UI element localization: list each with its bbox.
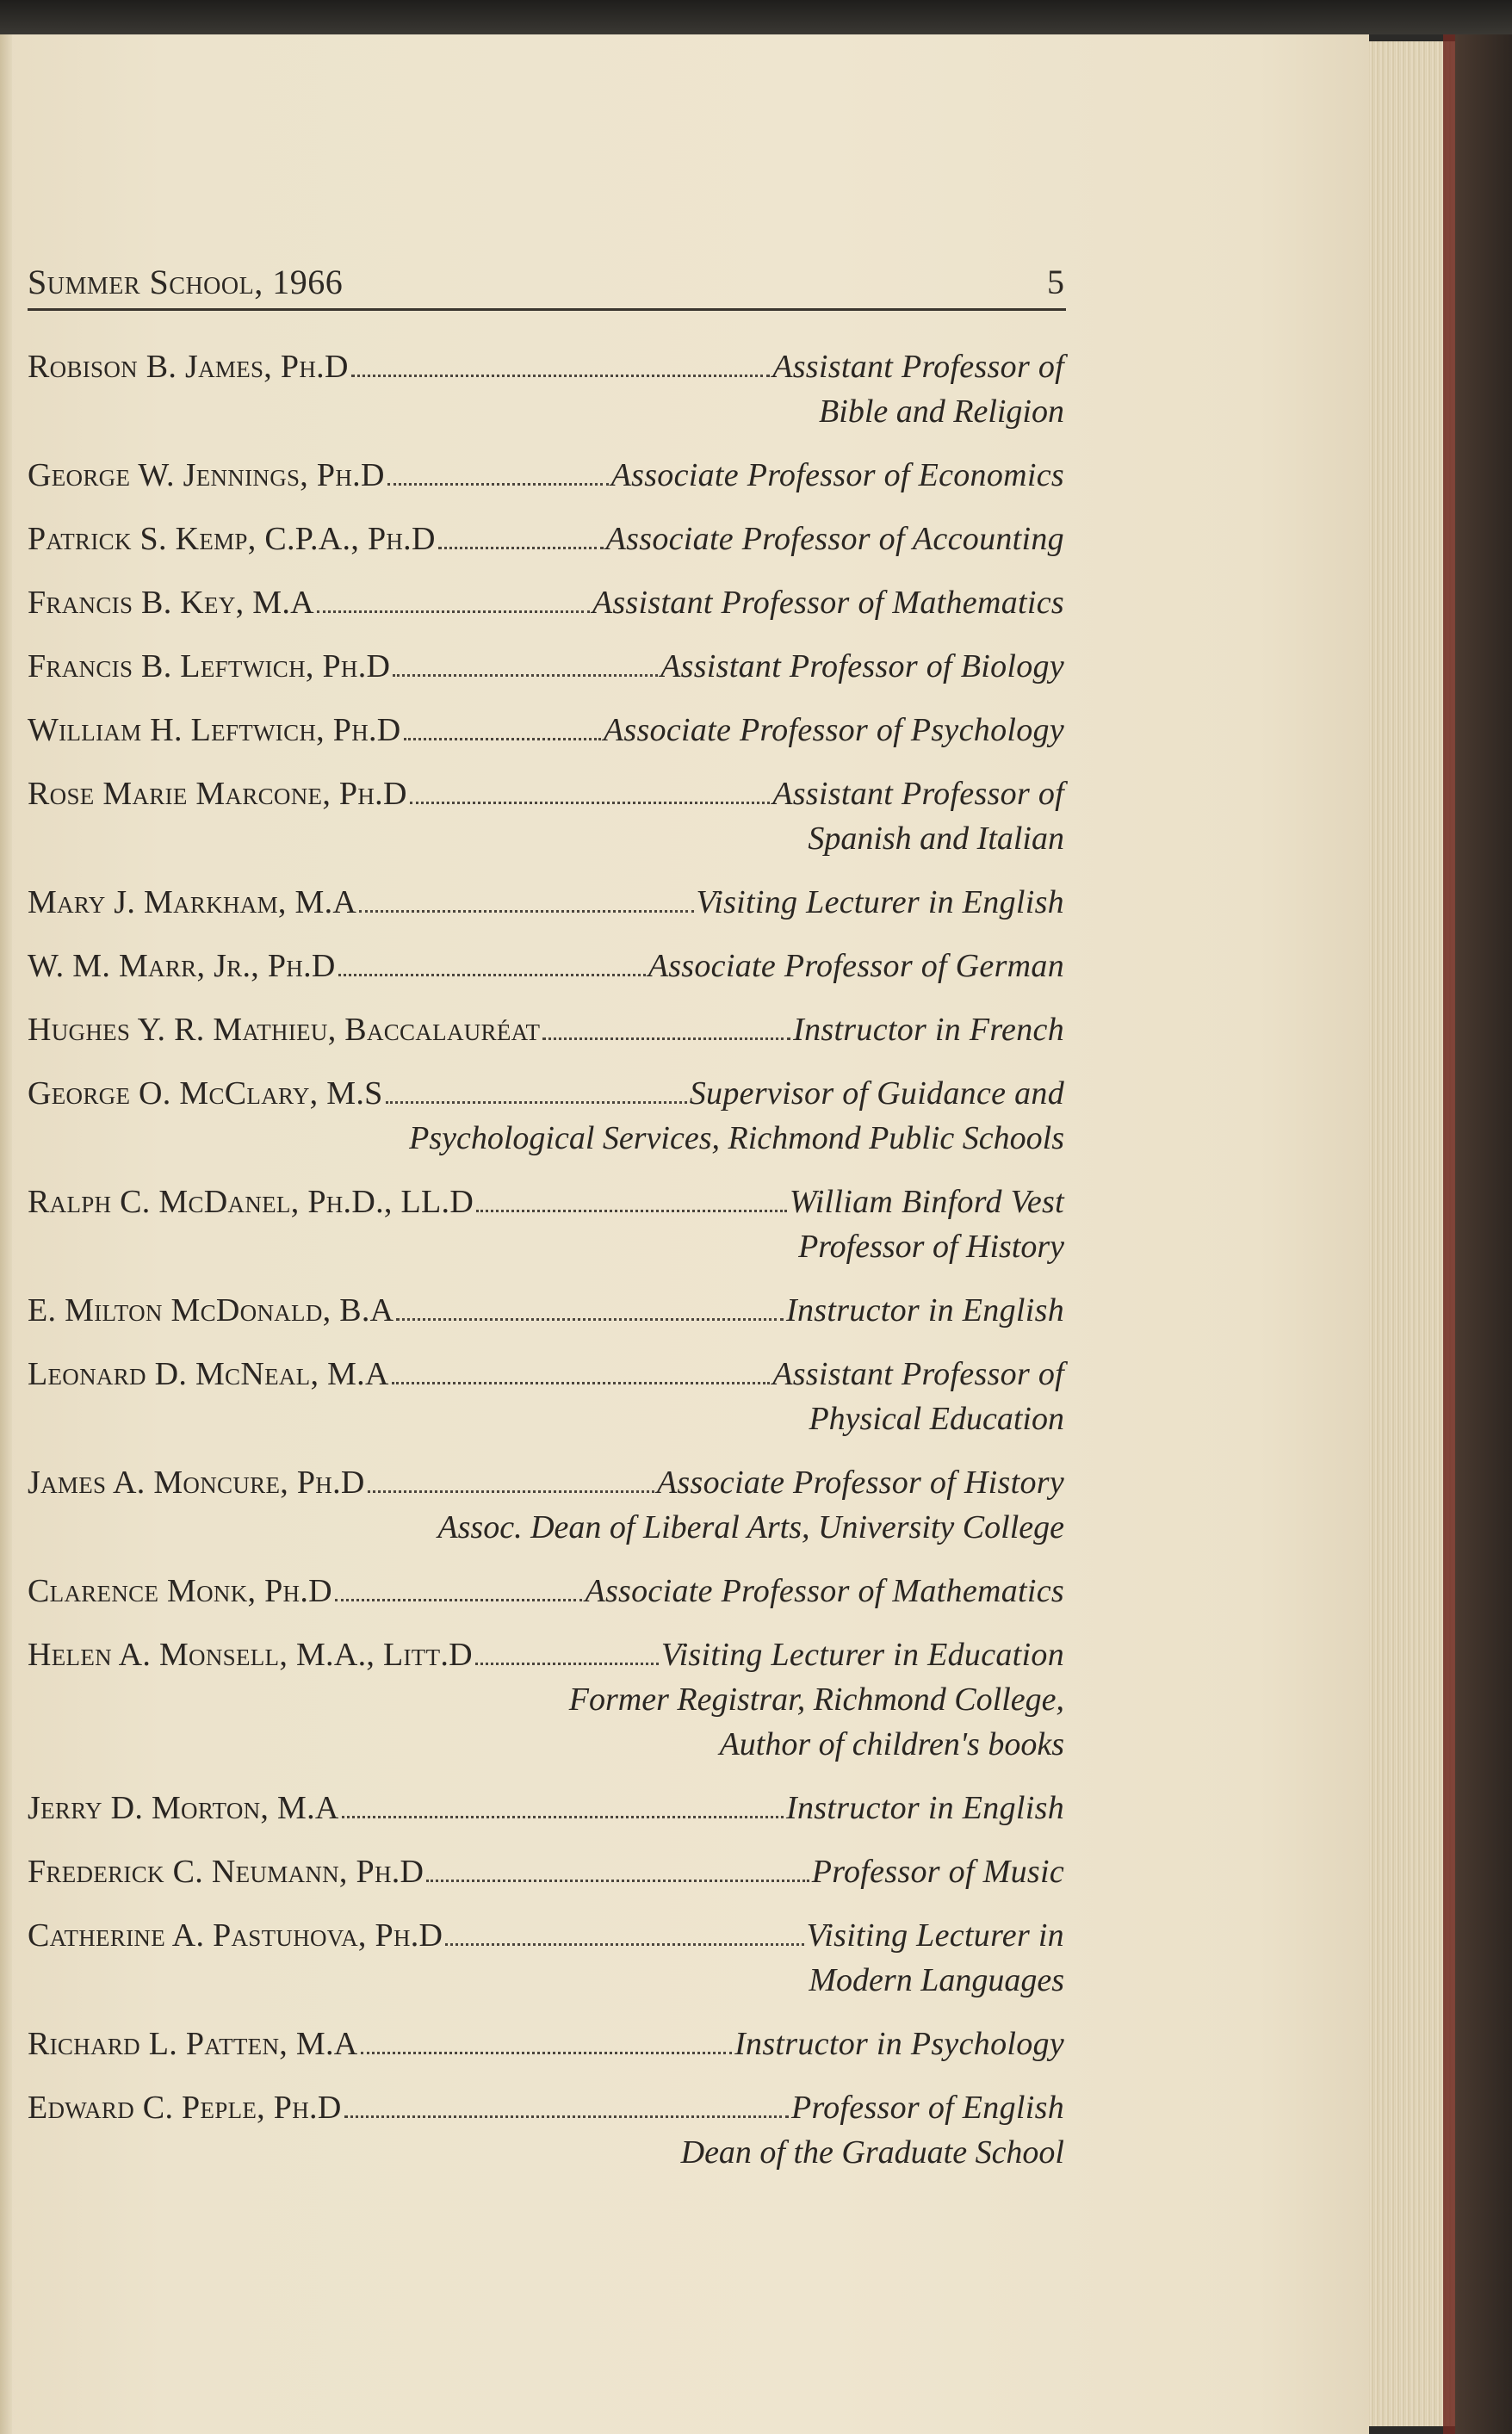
faculty-title: Professor of English xyxy=(790,2090,1064,2126)
faculty-title: Instructor in Psychology xyxy=(734,2026,1064,2062)
faculty-title: Assistant Professor of xyxy=(772,1356,1064,1392)
faculty-name: Clarence Monk, Ph.D xyxy=(28,1573,332,1609)
faculty-entry xyxy=(28,1849,1064,1894)
faculty-entry xyxy=(28,453,1064,498)
entry-line xyxy=(28,1569,1064,1613)
faculty-title: Assistant Professor of Mathematics xyxy=(592,585,1064,621)
faculty-name: William H. Leftwich, Ph.D xyxy=(28,712,401,748)
entry-line xyxy=(28,1786,1064,1830)
faculty-entry xyxy=(28,771,1064,861)
faculty-entry xyxy=(28,1007,1064,1052)
faculty-name: James A. Moncure, Ph.D xyxy=(28,1465,365,1501)
faculty-name: Hughes Y. R. Mathieu, Baccalauréat xyxy=(28,1012,541,1048)
dot-leader xyxy=(542,1037,790,1040)
dot-leader xyxy=(393,674,658,677)
dot-leader xyxy=(387,483,609,486)
faculty-name: Richard L. Patten, M.A xyxy=(28,2026,358,2062)
dot-leader xyxy=(317,610,590,613)
dot-leader xyxy=(359,910,693,913)
entry-line xyxy=(28,2022,1064,2066)
dot-leader xyxy=(392,1382,770,1384)
entry-line xyxy=(28,344,1064,389)
faculty-entry xyxy=(28,580,1064,625)
faculty-title: Associate Professor of History xyxy=(656,1465,1064,1501)
faculty-title: Visiting Lecturer in xyxy=(806,1917,1064,1954)
dot-leader xyxy=(351,375,771,377)
running-head-title: Summer School, 1966 xyxy=(28,263,344,301)
faculty-title: Assistant Professor of xyxy=(772,349,1064,385)
faculty-title: Instructor in English xyxy=(786,1292,1064,1328)
faculty-name: Jerry D. Morton, M.A xyxy=(28,1790,339,1826)
dot-leader xyxy=(344,2115,789,2118)
faculty-name: Francis B. Key, M.A xyxy=(28,585,314,621)
entry-line xyxy=(28,1632,1064,1677)
dot-leader xyxy=(396,1318,784,1321)
faculty-title: Professor of Music xyxy=(811,1854,1064,1890)
title-continuation: Professor of History xyxy=(798,1229,1064,1265)
faculty-entry xyxy=(28,517,1064,561)
faculty-title: Associate Professor of Psychology xyxy=(603,712,1064,748)
faculty-title: Assistant Professor of Biology xyxy=(660,648,1064,684)
entry-line xyxy=(28,1460,1064,1505)
dot-leader xyxy=(404,738,601,740)
faculty-name: Mary J. Markham, M.A xyxy=(28,884,357,920)
entry-line xyxy=(28,580,1064,625)
faculty-name: George W. Jennings, Ph.D xyxy=(28,457,385,493)
entry-line xyxy=(28,771,1064,816)
faculty-name: W. M. Marr, Jr., Ph.D xyxy=(28,948,336,984)
dot-leader xyxy=(368,1490,654,1493)
faculty-entry xyxy=(28,1288,1064,1333)
faculty-title: Associate Professor of German xyxy=(648,948,1064,984)
faculty-title: Associate Professor of Accounting xyxy=(605,521,1064,557)
dot-leader xyxy=(342,1816,784,1818)
title-continuation: Bible and Religion xyxy=(819,393,1064,430)
faculty-title: Supervisor of Guidance and xyxy=(689,1075,1064,1112)
faculty-entry xyxy=(28,1071,1064,1161)
faculty-name: Frederick C. Neumann, Ph.D xyxy=(28,1854,424,1890)
faculty-title: Visiting Lecturer in English xyxy=(696,884,1064,920)
header-rule xyxy=(28,308,1066,311)
faculty-name: Francis B. Leftwich, Ph.D xyxy=(28,648,391,684)
entry-line xyxy=(28,1913,1064,1958)
entry-line xyxy=(28,1071,1064,1116)
title-continuation: Assoc. Dean of Liberal Arts, University College xyxy=(437,1509,1064,1545)
title-continuation: Spanish and Italian xyxy=(808,821,1064,857)
title-continuation: Former Registrar, Richmond College, xyxy=(568,1682,1064,1718)
faculty-name: Ralph C. McDanel, Ph.D., LL.D xyxy=(28,1184,474,1220)
faculty-entry xyxy=(28,1180,1064,1269)
entry-line xyxy=(28,644,1064,689)
running-head xyxy=(28,262,1064,310)
faculty-entry xyxy=(28,1913,1064,2003)
entry-line xyxy=(28,880,1064,925)
scanner-bed-right xyxy=(1455,34,1512,2434)
entry-line xyxy=(28,453,1064,498)
faculty-entry xyxy=(28,1460,1064,1550)
faculty-entry xyxy=(28,1352,1064,1441)
faculty-list xyxy=(28,344,1064,2194)
title-continuation: Physical Education xyxy=(809,1401,1064,1437)
faculty-name: Robison B. James, Ph.D xyxy=(28,349,349,385)
entry-line xyxy=(28,1849,1064,1894)
entry-line xyxy=(28,708,1064,752)
dot-leader xyxy=(335,1599,583,1601)
dot-leader xyxy=(386,1101,687,1104)
faculty-title: Assistant Professor of xyxy=(772,776,1064,812)
faculty-entry xyxy=(28,2022,1064,2066)
faculty-entry xyxy=(28,2085,1064,2175)
entry-line xyxy=(28,1352,1064,1397)
entry-line xyxy=(28,1180,1064,1224)
faculty-title: Instructor in English xyxy=(786,1790,1064,1826)
faculty-name: Edward C. Peple, Ph.D xyxy=(28,2090,342,2126)
faculty-entry xyxy=(28,708,1064,752)
faculty-entry xyxy=(28,1569,1064,1613)
page-number: 5 xyxy=(1047,263,1064,301)
faculty-entry xyxy=(28,1632,1064,1767)
faculty-entry xyxy=(28,944,1064,988)
faculty-title: Associate Professor of Mathematics xyxy=(585,1573,1064,1609)
faculty-name: Patrick S. Kemp, C.P.A., Ph.D xyxy=(28,521,436,557)
page-edges xyxy=(1369,41,1455,2426)
faculty-title: Instructor in French xyxy=(793,1012,1064,1048)
page-gutter xyxy=(0,34,12,2434)
entry-line xyxy=(28,1007,1064,1052)
title-continuation: Psychological Services, Richmond Public Schools xyxy=(409,1120,1064,1156)
title-continuation: Dean of the Graduate School xyxy=(680,2134,1064,2171)
faculty-name: Leonard D. McNeal, M.A xyxy=(28,1356,389,1392)
faculty-title: Visiting Lecturer in Education xyxy=(660,1637,1064,1673)
faculty-entry xyxy=(28,644,1064,689)
entry-line xyxy=(28,2085,1064,2130)
dot-leader xyxy=(438,547,604,549)
faculty-title: Associate Professor of Economics xyxy=(610,457,1064,493)
faculty-name: E. Milton McDonald, B.A xyxy=(28,1292,394,1328)
entry-line xyxy=(28,1288,1064,1333)
faculty-name: Catherine A. Pastuhova, Ph.D xyxy=(28,1917,443,1954)
dot-leader xyxy=(476,1210,787,1212)
title-continuation: Author of children's books xyxy=(719,1726,1064,1762)
faculty-entry xyxy=(28,880,1064,925)
entry-line xyxy=(28,517,1064,561)
faculty-title: William Binford Vest xyxy=(789,1184,1064,1220)
faculty-entry xyxy=(28,1786,1064,1830)
dot-leader xyxy=(426,1880,809,1882)
faculty-name: Helen A. Monsell, M.A., Litt.D xyxy=(28,1637,473,1673)
faculty-name: George O. McClary, M.S xyxy=(28,1075,383,1112)
scanner-bed-top xyxy=(0,0,1512,34)
title-continuation: Modern Languages xyxy=(809,1962,1064,1998)
dot-leader xyxy=(445,1943,803,1946)
dot-leader xyxy=(410,802,771,804)
dot-leader xyxy=(361,2052,733,2054)
faculty-entry xyxy=(28,344,1064,434)
faculty-name: Rose Marie Marcone, Ph.D xyxy=(28,776,407,812)
dot-leader xyxy=(475,1663,659,1665)
dot-leader xyxy=(338,974,646,976)
entry-line xyxy=(28,944,1064,988)
